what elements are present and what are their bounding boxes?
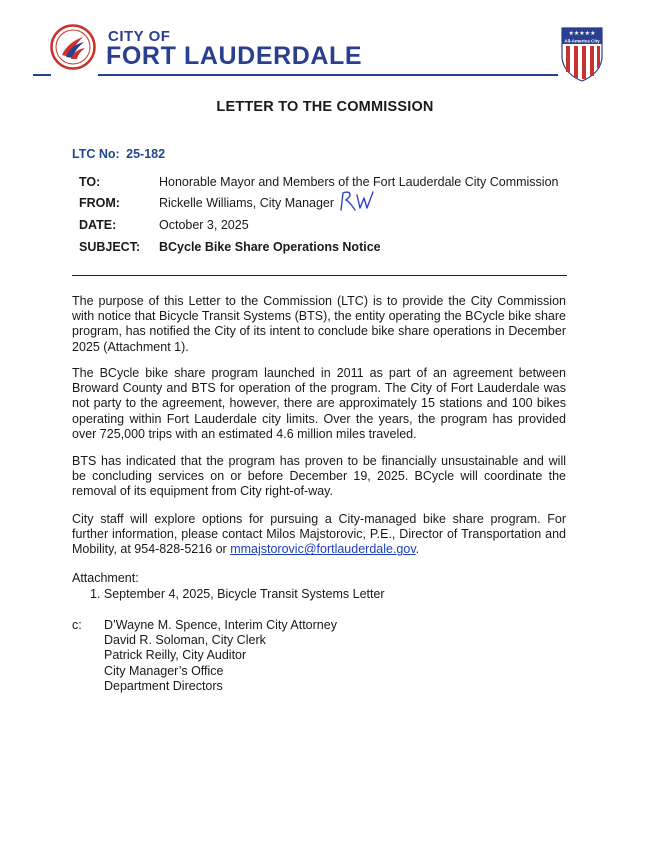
memo-divider (72, 275, 567, 276)
contact-text: City staff will explore options for pursuing a City-managed bike share program. For further information, please contact Milos Majstorovic, P.E., Director of Transportation and Mobility, at 954-828-5216 or (72, 512, 566, 557)
memo-subject-row (79, 240, 381, 254)
ltc-number (72, 147, 165, 161)
all-america-city-text: All-America City (564, 38, 600, 44)
memo-from-row (79, 196, 334, 210)
city-seal-logo (50, 24, 96, 70)
memo-date-value: October 3, 2025 (159, 218, 249, 232)
memo-subject-value: BCycle Bike Share Operations Notice (159, 240, 381, 254)
attachment-heading: Attachment: (72, 571, 139, 585)
body-paragraph-4 (72, 512, 566, 558)
memo-to-label: TO: (79, 175, 101, 189)
memo-to-row (79, 175, 558, 189)
memo-to-value: Honorable Mayor and Members of the Fort Lauderdale City Commission (159, 175, 559, 189)
cc-recipient: City Manager’s Office (104, 663, 224, 678)
attachment-item: 1. September 4, 2025, Bicycle Transit Systems Letter (90, 587, 385, 601)
cc-recipient: Department Directors (104, 678, 223, 693)
handwritten-initials-signature (338, 189, 376, 213)
svg-text:★★★★★: ★★★★★ (568, 30, 596, 37)
body-paragraph-2: The BCycle bike share program launched in 2011 as part of an agreement between Broward County and BTS for operation of the program. The City of Fort Lauderdale was not party to the agreement, however, there are approximately 15 stations and 100 bikes operating within Fort Lauderdale city limits. Over the years, the program has provided over 725,000 trips with an estimated 4.6 million miles traveled. (72, 366, 566, 441)
contact-email-link[interactable]: mmajstorovic@fortlauderdale.gov (230, 542, 416, 557)
header-rule (98, 74, 558, 76)
ltc-label: LTC No: (72, 147, 120, 161)
memo-from-label: FROM: (79, 196, 120, 210)
document-title: LETTER TO THE COMMISSION (216, 99, 434, 115)
header-rule-left (33, 74, 51, 76)
cc-recipient: David R. Soloman, City Clerk (104, 633, 266, 648)
body-paragraph-1: The purpose of this Letter to the Commission (LTC) is to provide the City Commission with notice that Bicycle Transit Systems (BTS), the entity operating the BCycle bike share program, has notified the City of its intent to conclude bike share operations in December 2025 (Attachment 1). (72, 294, 566, 354)
memo-from-value: Rickelle Williams, City Manager (159, 196, 335, 210)
all-america-city-badge (560, 26, 604, 82)
cc-label: c: (72, 618, 82, 632)
ltc-number-value: 25-182 (126, 147, 166, 161)
cc-recipient: D’Wayne M. Spence, Interim City Attorney (104, 618, 337, 632)
city-of-label: CITY OF (108, 28, 171, 45)
memo-date-row (79, 218, 249, 232)
contact-text-end: . (415, 542, 420, 557)
city-name-wordmark: FORT LAUDERDALE (106, 42, 363, 70)
cc-recipient-list (104, 618, 337, 694)
memo-subject-label: SUBJECT: (79, 240, 141, 254)
memo-date-label: DATE: (79, 218, 117, 232)
body-paragraph-3: BTS has indicated that the program has proven to be financially unsustainable and will be concluding services on or before December 19, 2025. BCycle will coordinate the removal of its equipment from City right-of-way. (72, 454, 566, 499)
cc-recipient: Patrick Reilly, City Auditor (104, 648, 247, 663)
